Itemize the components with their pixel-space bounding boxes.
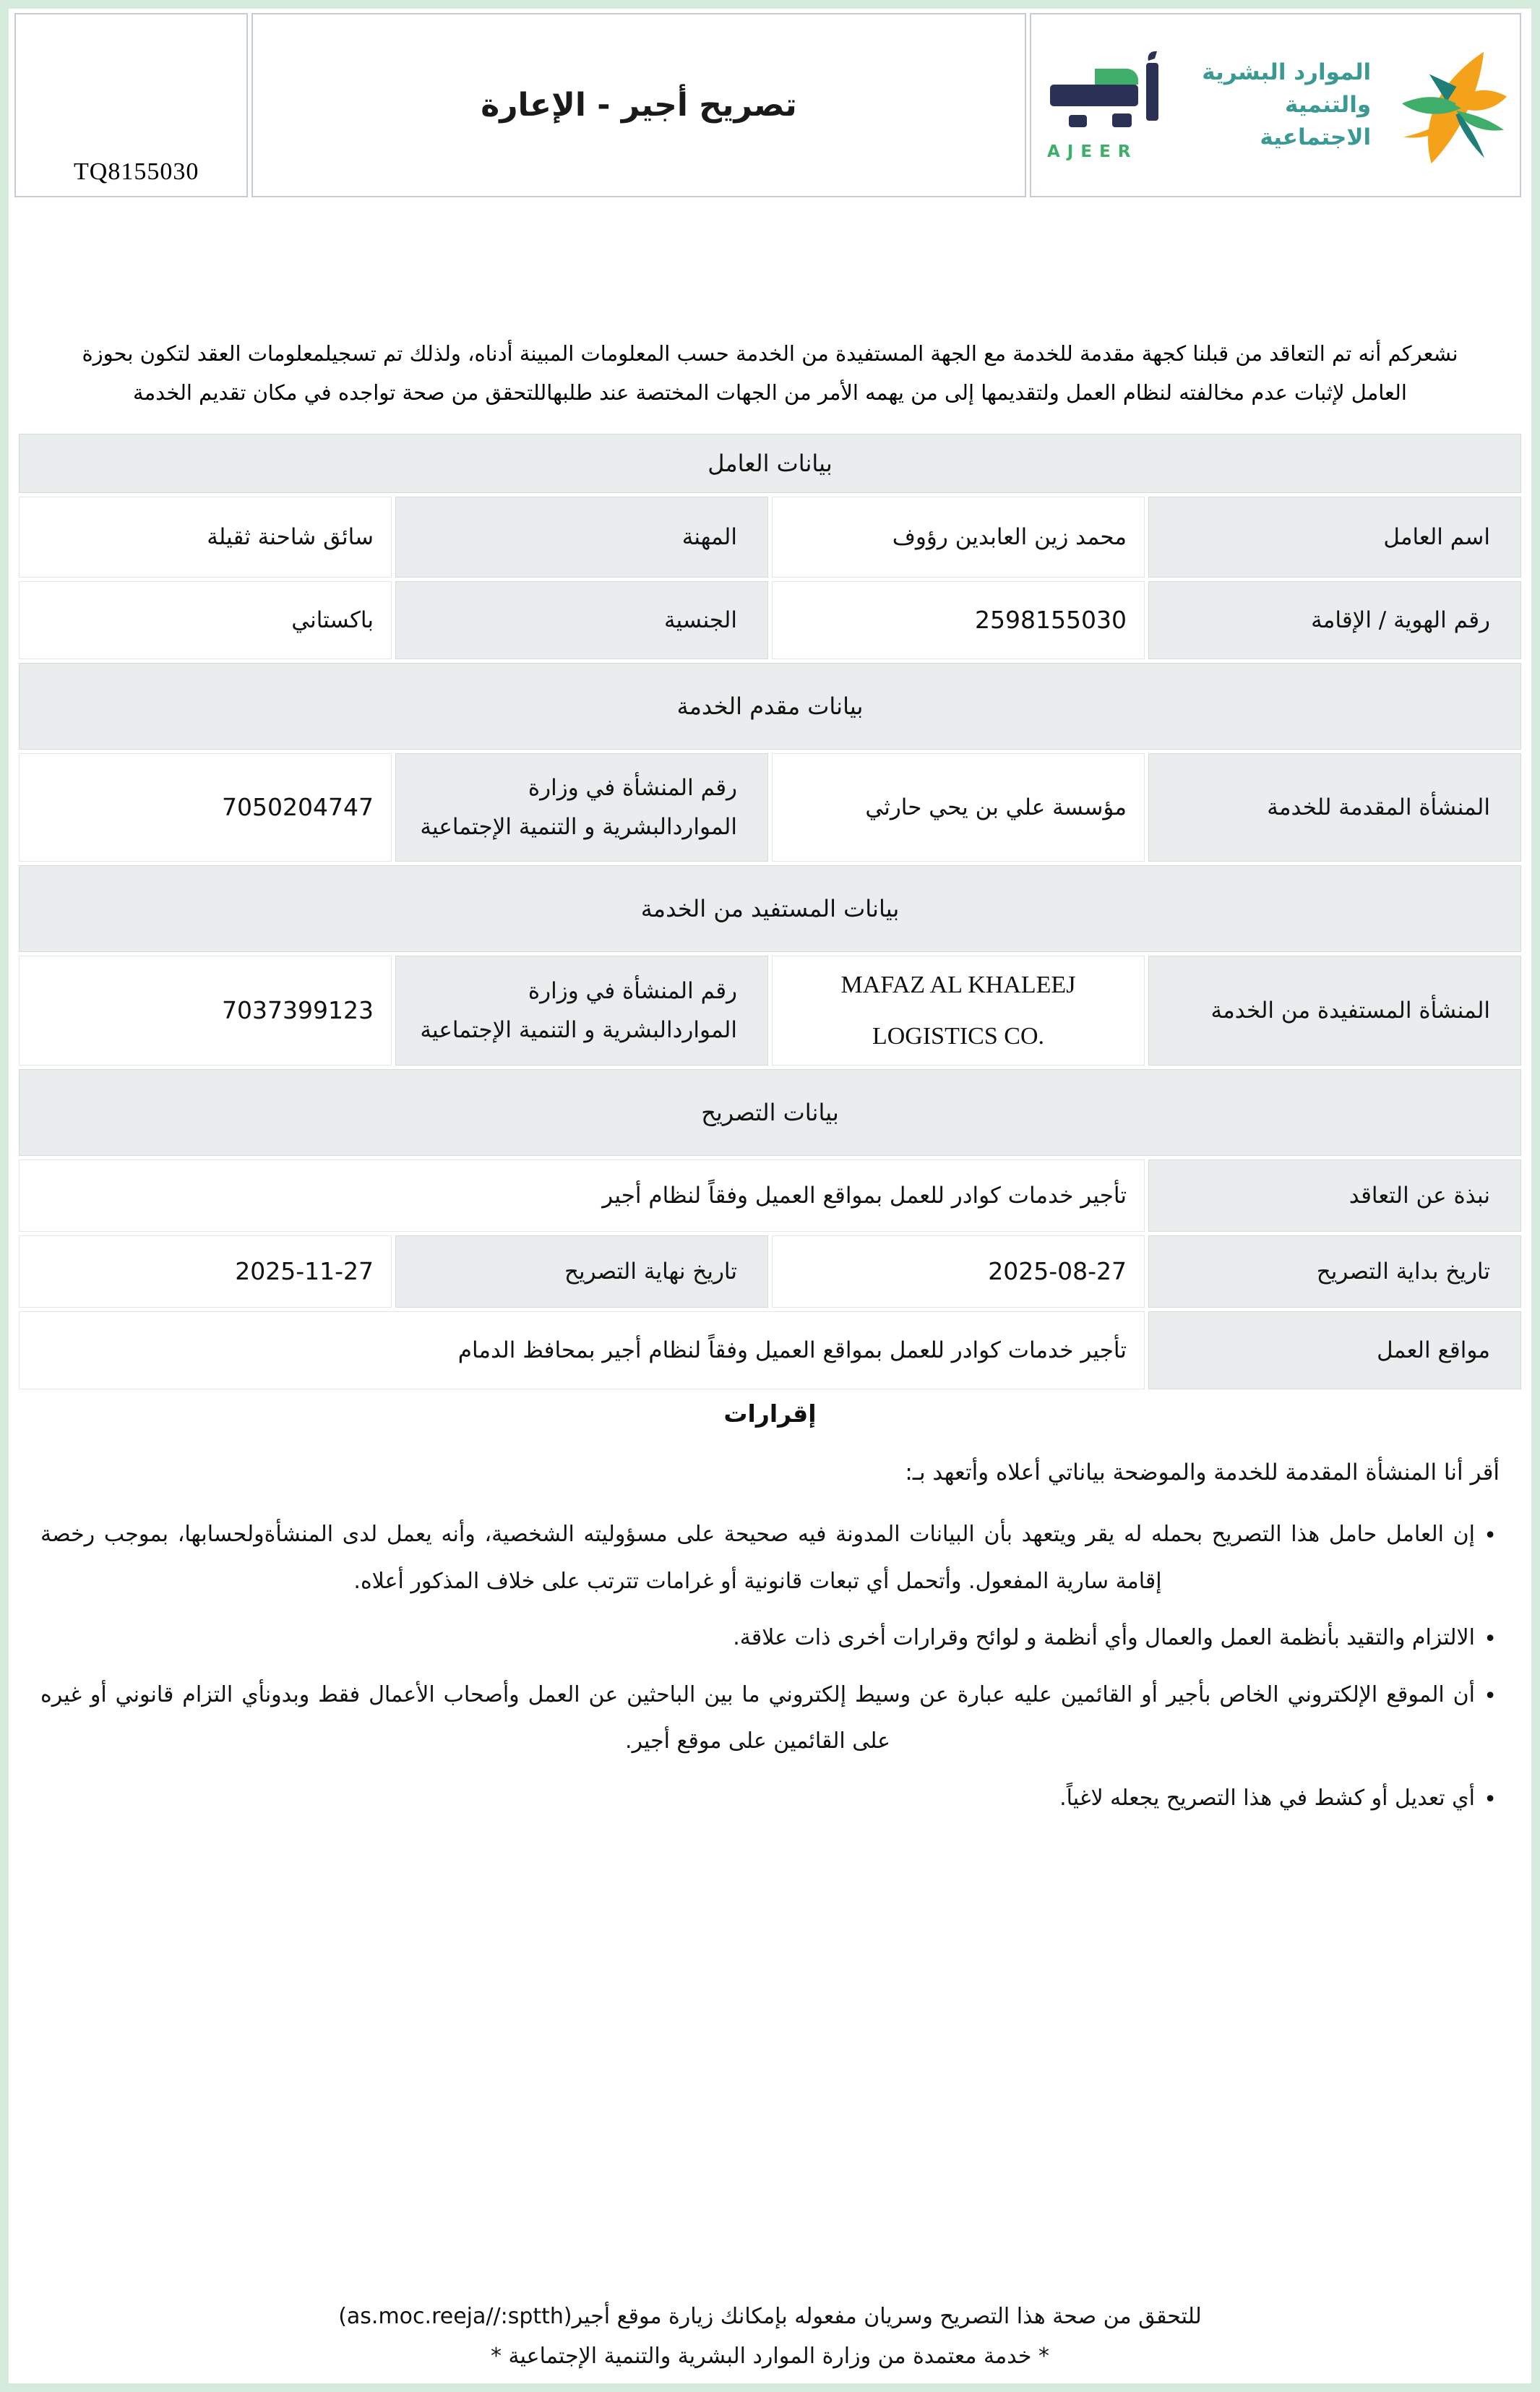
logos-box: [1030, 13, 1521, 197]
section-header-provider: بيانات مقدم الخدمة: [19, 663, 1521, 750]
verification-line: [9, 2304, 1531, 2329]
worker-name-label: اسم العامل: [1148, 497, 1521, 578]
beneficiary-number-label: رقم المنشأة في وزارة المواردالبشرية و التنمية الإجتماعية: [395, 956, 768, 1066]
title-box: [251, 13, 1026, 197]
ministry-logo: [1173, 44, 1508, 167]
provider-number-label: رقم المنشأة في وزارة المواردالبشرية و التنمية الإجتماعية: [395, 753, 768, 862]
page-title: تصريح أجير - الإعارة: [481, 87, 797, 124]
work-locations-label: مواقع العمل: [1148, 1311, 1521, 1389]
permit-end-date-value: 2025-11-27: [19, 1235, 392, 1308]
beneficiary-establishment-value: MAFAZ AL KHALEEJ LOGISTICS CO.: [772, 956, 1145, 1066]
permit-start-date-value: 2025-08-27: [772, 1235, 1145, 1308]
intro-paragraph: [38, 335, 1502, 412]
provider-number-value: 7050204747: [19, 753, 392, 862]
worker-nationality-label: الجنسية: [395, 581, 768, 659]
ajeer-latin-label: AJEER: [1047, 142, 1138, 161]
worker-nationality-value: باكستاني: [19, 581, 392, 659]
provider-establishment-value: مؤسسة علي بن يحي حارثي: [772, 753, 1145, 862]
section-header-worker: بيانات العامل: [19, 434, 1521, 493]
ministry-name-line2: والتنمية الاجتماعية: [1260, 92, 1372, 150]
bullet-icon: •: [1484, 1523, 1497, 1549]
declaration-item-1-text: إن العامل حامل هذا التصريح بحمله له يقر ويتعهد بأن البيانات المدونة فيه صحيحة على مسؤوليته الشخصية، وأنه يعمل لدى المنشأةولحسابها، بموجب رخصة إقامة سارية المفعول. وأتحمل أي تبعات قانونية أو غرامات تترتب على خلاف المذكور أعلاه.: [40, 1522, 1475, 1594]
intro-line2: العامل لإثبات عدم مخالفته لنظام العمل ولتقديمها إلى من يهمه الأمر من الجهات المختصة عند طلبهاللتحقق من صحة تواجده في مكان تقديم الخدمة: [133, 380, 1407, 405]
declarations-intro: أقر أنا المنشأة المقدمة للخدمة والموضحة بياناتي أعلاه وأتعهد بـ:: [905, 1459, 1500, 1486]
document-body: [9, 9, 1531, 2383]
footer: [9, 2304, 1531, 2369]
worker-id-label: رقم الهوية / الإقامة: [1148, 581, 1521, 659]
section-header-beneficiary: بيانات المستفيد من الخدمة: [19, 865, 1521, 952]
worker-name-value: محمد زين العابدين رؤوف: [772, 497, 1145, 578]
declaration-item-4: [40, 1775, 1500, 1822]
verification-url: (as.moc.reeja//:sptth): [338, 2304, 572, 2329]
declaration-item-3-text: أن الموقع الإلكتروني الخاص بأجير أو القائمين عليه عبارة عن وسيط إلكتروني ما بين الباحثين عن العمل وأصحاب الأعمال فقط وبدونأي التزام قانوني أو غيره على القائمين على موقع أجير.: [40, 1681, 1475, 1754]
work-locations-value: تأجير خدمات كوادر للعمل بمواقع العميل وفقاً لنظام أجير بمحافظ الدمام: [19, 1311, 1145, 1389]
ministry-name-line1: الموارد البشرية: [1202, 59, 1372, 86]
beneficiary-number-value: 7037399123: [19, 956, 392, 1066]
ministry-name: [1173, 56, 1371, 154]
bullet-icon: •: [1484, 1786, 1497, 1812]
ministry-emblem-icon: [1382, 44, 1508, 167]
declarations-title: إقرارات: [723, 1399, 817, 1428]
section-header-permit: بيانات التصريح: [19, 1069, 1521, 1156]
permit-number: TQ8155030: [74, 158, 199, 185]
permit-start-date-label: تاريخ بداية التصريح: [1148, 1235, 1521, 1308]
declarations-section: [40, 1399, 1500, 1822]
declaration-item-3: [40, 1672, 1500, 1765]
provider-establishment-label: المنشأة المقدمة للخدمة: [1148, 753, 1521, 862]
contract-summary-value: تأجير خدمات كوادر للعمل بمواقع العميل وفقاً لنظام أجير: [19, 1159, 1145, 1232]
declaration-item-1: [40, 1512, 1500, 1605]
intro-line1: نشعركم أنه تم التعاقد من قبلنا كجهة مقدمة للخدمة مع الجهة المستفيدة من الخدمة حسب المعلومات المبينة أدناه، ولذلك تم تسجيلمعلومات العقد لتكون بحوزة: [82, 341, 1458, 366]
bullet-icon: •: [1484, 1626, 1497, 1652]
permit-number-box: [14, 13, 248, 197]
worker-id-value: 2598155030: [772, 581, 1145, 659]
approved-service-line: * خدمة معتمدة من وزارة الموارد البشرية والتنمية الإجتماعية *: [491, 2344, 1049, 2369]
ajeer-wordmark-icon: [1047, 50, 1170, 137]
declaration-item-2-text: الالتزام والتقيد بأنظمة العمل والعمال وأي أنظمة و لوائح وقرارات أخرى ذات علاقة.: [733, 1625, 1475, 1651]
bullet-icon: •: [1484, 1683, 1497, 1709]
beneficiary-establishment-label: المنشأة المستفيدة من الخدمة: [1148, 956, 1521, 1066]
declaration-item-4-text: أي تعديل أو كشط في هذا التصريح يجعله لاغياً.: [1059, 1785, 1475, 1811]
worker-profession-label: المهنة: [395, 497, 768, 578]
permit-end-date-label: تاريخ نهاية التصريح: [395, 1235, 768, 1308]
worker-profession-value: سائق شاحنة ثقيلة: [19, 497, 392, 578]
verification-text: للتحقق من صحة هذا التصريح وسريان مفعوله بإمكانك زيارة موقع أجير: [572, 2304, 1202, 2329]
ajeer-logo: [1047, 50, 1173, 161]
header: [14, 13, 1521, 197]
declaration-item-2: [40, 1615, 1500, 1662]
contract-summary-label: نبذة عن التعاقد: [1148, 1159, 1521, 1232]
permit-table: [19, 434, 1521, 1389]
